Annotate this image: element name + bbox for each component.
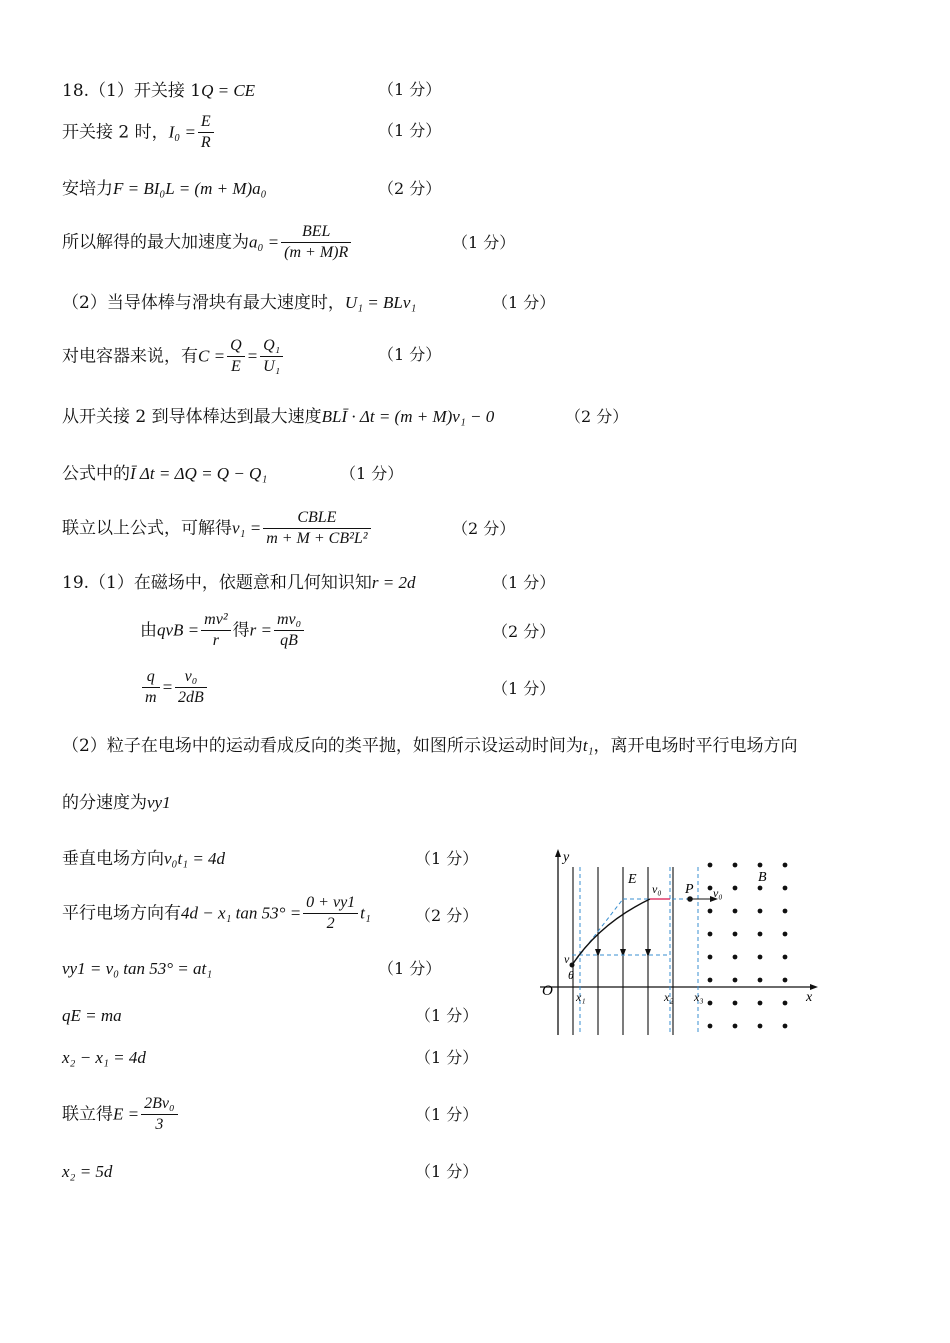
q18-line6: 对电容器来说，有C = $\frac{Q}{E}$ = $\frac{\text{Q₁}}{\text{U₁}}$ [62, 336, 285, 377]
field-dot [708, 1024, 713, 1029]
v-label: v [564, 952, 570, 966]
q18-score9: （2 分） [452, 519, 516, 538]
x2-label: x₂ [664, 990, 674, 1004]
q18-line5: （2）当导体棒与滑块有最大速度时，U₁ = BLv₁ [62, 293, 417, 313]
q19-score2: （2 分） [492, 622, 556, 641]
e-label: E [628, 872, 637, 887]
field-dot [708, 932, 713, 937]
q19-line11: 联立得E = $\frac{\text{2Bv₀}}{3}$ [62, 1094, 180, 1135]
field-dot [708, 1001, 713, 1006]
theta-label: θ [568, 968, 574, 982]
q19-line8: vy1 = v₀ tan 53° = at₁ [62, 959, 213, 978]
q18-score4: （1 分） [452, 233, 516, 252]
q18-score5: （1 分） [492, 293, 556, 312]
b-label: B [758, 870, 767, 885]
q18-score3: （2 分） [378, 179, 442, 198]
field-dot [708, 955, 713, 960]
field-dot [758, 1001, 763, 1006]
field-dot [758, 932, 763, 937]
q18-score1: （1 分） [378, 80, 442, 99]
trajectory-diagram [530, 845, 820, 1040]
field-arrow [645, 949, 651, 957]
y-label: y [563, 850, 570, 865]
q19-line6: 垂直电场方向v₀t₁ = 4d [62, 849, 226, 869]
p-label: P [685, 882, 694, 897]
field-dot [708, 863, 713, 868]
q19-score1: （1 分） [492, 573, 556, 592]
q18-score8: （1 分） [340, 464, 404, 483]
x3-label: x₃ [694, 990, 704, 1004]
q18-line8: 公式中的Ī Δt = ΔQ = Q − Q₁ [62, 464, 268, 484]
field-dot [708, 886, 713, 891]
field-dot [733, 1024, 738, 1029]
q18-line1: 18.（1）开关接 1Q = CE [62, 81, 256, 101]
field-dot [783, 978, 788, 983]
q19-score7: （2 分） [415, 906, 479, 925]
field-arrow [620, 949, 626, 957]
field-dot [783, 955, 788, 960]
field-dot [758, 978, 763, 983]
field-dot [733, 909, 738, 914]
field-dot [733, 955, 738, 960]
field-dot [733, 932, 738, 937]
q19-score6: （1 分） [415, 849, 479, 868]
q19-score3: （1 分） [492, 679, 556, 698]
entry-point [570, 963, 575, 968]
field-dot [708, 978, 713, 983]
q19-score11: （1 分） [415, 1105, 479, 1124]
field-dot [758, 886, 763, 891]
field-dot [733, 1001, 738, 1006]
field-dot [758, 863, 763, 868]
q18-score6: （1 分） [378, 345, 442, 364]
field-dot [708, 909, 713, 914]
field-dot [758, 955, 763, 960]
q18-score2: （1 分） [378, 121, 442, 140]
q19-score10: （1 分） [415, 1048, 479, 1067]
q19-line1: 19.（1）在磁场中，依题意和几何知识知r = 2d [62, 573, 416, 593]
q19-line3: $\frac{q}{m}$ = $\frac{\text{v₀}}{2dB}$ [140, 667, 209, 708]
field-dot [783, 909, 788, 914]
q19-score9: （1 分） [415, 1006, 479, 1025]
q18-line7: 从开关接 2 到导体棒达到最大速度BLĪ · Δt = (m + M)v₁ − 0 [62, 407, 495, 427]
field-dot [783, 1001, 788, 1006]
q19-line4: （2）粒子在电场中的运动看成反向的类平抛，如图所示设运动时间为t₁，离开电场时平行电场方向 [62, 736, 798, 756]
q18-line2: 开关接 2 时，I₀ = $\frac{E}{R}$ [62, 112, 216, 153]
q19-line2: 由qvB = $\frac{\text{mv²}}{r}$ 得r = $\frac{\text{mv₀}}{qB}$ [140, 610, 306, 651]
q19-line7: 平行电场方向有4d − x₁ tan 53° = $\frac{0 + vy1}{2}$ t₁ [62, 894, 371, 932]
field-dot [758, 909, 763, 914]
field-dot [783, 1024, 788, 1029]
v0-right-label: v₀ [713, 886, 723, 900]
q19-line5: 的分速度为vy1 [62, 793, 171, 813]
origin-label: O [542, 983, 553, 999]
q18-score7: （2 分） [565, 407, 629, 426]
q18-line4: 所以解得的最大加速度为a₀ = $\frac{\text{BEL}}{(m + M)R}$ [62, 222, 353, 263]
field-dot [733, 863, 738, 868]
x-label: x [806, 990, 813, 1005]
q19-line10: x₂ − x₁ = 4d [62, 1048, 146, 1067]
q19-score8: （1 分） [378, 959, 442, 978]
field-dot [783, 863, 788, 868]
field-dot [733, 978, 738, 983]
field-dot [783, 932, 788, 937]
x1-label: x₁ [576, 990, 586, 1004]
q19-line9: qE = ma [62, 1006, 122, 1025]
field-dot [783, 886, 788, 891]
q18-line9: 联立以上公式，可解得v₁ = $\frac{\text{CBLE}}{\text{m + M + CB²L²}}$ [62, 508, 373, 549]
q19-score12: （1 分） [415, 1162, 479, 1181]
v0-top-label: v₀ [652, 882, 662, 896]
field-arrow [595, 949, 601, 957]
field-dot [733, 886, 738, 891]
q18-line3: 安培力F = BI₀L = (m + M)a₀ [62, 179, 267, 199]
y-axis-arrow [555, 849, 561, 857]
q19-line12: x₂ = 5d [62, 1162, 113, 1181]
field-dot [758, 1024, 763, 1029]
